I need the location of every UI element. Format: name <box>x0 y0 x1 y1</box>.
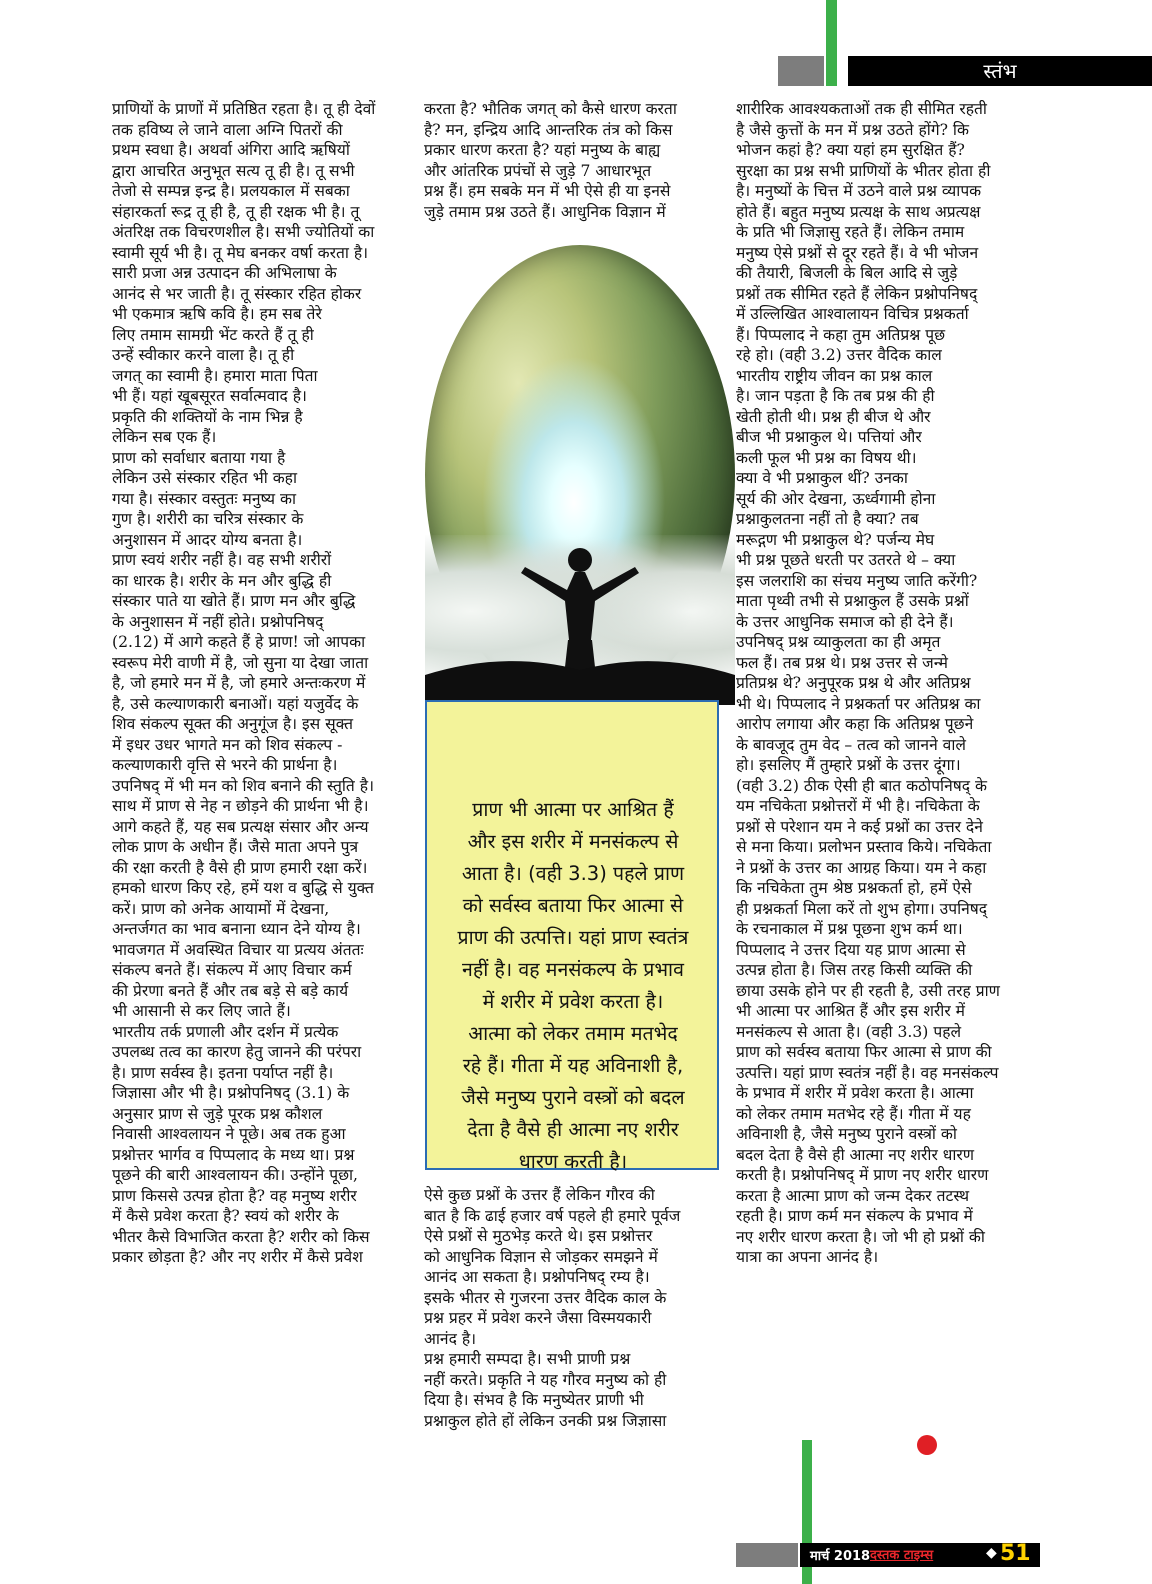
footer-gray-block <box>736 1543 798 1567</box>
magazine-name: दस्तक टाइम्स <box>870 1548 934 1563</box>
page-number: 51 <box>1000 1541 1031 1566</box>
pull-quote-box <box>425 700 719 1173</box>
column-right: शारीरिक आवश्यकताओं तक ही सीमित रहती है जैसे कुत्तों के मन में प्रश्न उठते होंगे? कि भोजन कहां है? क्या यहां हम सुरक्षित हैं? सुरक्षा का प्रश्न सभी प्राणियों के भीतर होता ही है। मनुष्यों के चित्त में उठने वाले प्रश्न व्यापक होते हैं। बहुत मनुष्य प्रत्यक्ष के साथ अप्रत्यक्ष के प्रति भी जिज्ञासु रहते हैं। लेकिन तमाम मनुष्य ऐसे प्रश्नों से दूर रहते हैं। वे भी भोजन की तैयारी, बिजली के बिल आदि से जुड़े प्रश्नों तक सीमित रहते हैं लेकिन प्रश्नोपनिषद् में उल्लिखित आश्वालायन विचित्र प्रश्नकर्ता हैं। पिप्पलाद ने कहा तुम अतिप्रश्न पूछ रहे हो। (वही 3.2) उत्तर वैदिक काल भारतीय राष्ट्रीय जीवन का प्रश्न काल है। जान पड़ता है कि तब प्रश्न की ही खेती होती थी। प्रश्न ही बीज थे और बीज भी प्रश्नाकुल थे। पत्तियां और कली फूल भी प्रश्न का विषय थी। क्या वे भी प्रश्नाकुल थीं? उनका सूर्य की ओर देखना, ऊर्ध्वगामी होना प्रश्नाकुलतना नहीं तो है क्या? तब मरूद्गण भी प्रश्नाकुल थे? पर्जन्य मेघ भी प्रश्न पूछते धरती पर उतरते थे – क्या इस जलराशि का संचय मनुष्य जाति करेंगी? माता पृथ्वी तभी से प्रश्नाकुल हैं उसके प्रश्नों के उत्तर आधुनिक समाज को ही देने हैं। उपनिषद् प्रश्न व्याकुलता का ही अमृत फल हैं। तब प्रश्न थे। प्रश्न उत्तर से जन्मे प्रतिप्रश्न थे? अनुपूरक प्रश्न थे और अतिप्रश्न भी थे। पिप्पलाद ने प्रश्नकर्ता पर अतिप्रश्न का आरोप लगाया और कहा कि अतिप्रश्न पूछने के बावजूद तुम वेद – तत्व को जानने वाले हो। इसलिए मैं तुम्हारे प्रश्नों के उत्तर दूंगा। (वही 3.2) ठीक ऐसी ही बात कठोपनिषद् के यम नचिकेता प्रश्नोत्तरों में भी है। नचिकेता के प्रश्नों से परेशान यम ने कई प्रश्नों का उत्तर देने से मना किया। प्रलोभन प्रस्ताव किये। नचिकेता ने प्रश्नों के उत्तर का आग्रह किया। यम ने कहा कि नचिकेता तुम श्रेष्ठ प्रश्नकर्ता हो, हमें ऐसे ही प्रश्नकर्ता मिला करें तो शुभ होगा। उपनिषद् के रचनाकाल में प्रश्न पूछना शुभ कर्म था। पिप्पलाद ने उत्तर दिया यह प्राण आत्मा से उत्पन्न होता है। जिस तरह किसी व्यक्ति की छाया उसके होने पर ही रहती है, उसी तरह प्राण भी आत्मा पर आश्रित हैं और इस शरीर में मनसंकल्प से आता है। (वही 3.3) पहले प्राण को सर्वस्व बताया फिर आत्मा से प्राण की उत्पत्ति। यहां प्राण स्वतंत्र नहीं है। वह मनसंकल्प के प्रभाव में शरीर में प्रवेश करता है। आत्मा को लेकर तमाम मतभेद रहे हैं। गीता में यह अविनाशी है, जैसे मनुष्य पुराने वस्त्रों को बदल देता है वैसे ही आत्मा नए शरीर धारण करती है। प्रश्नोपनिषद् में प्राण नए शरीर धारण करता है आत्मा प्राण को जन्म देकर तटस्थ रहती है। प्राण कर्म मन संकल्प के प्रभाव में नए शरीर धारण करता है। जो भी हो प्रश्नों की यात्रा का अपना आनंद है। <box>736 100 1000 1266</box>
globe-illustration <box>421 239 741 719</box>
header-green-bar <box>826 0 837 86</box>
article-end-marker <box>917 1435 937 1455</box>
globe-image <box>425 245 735 705</box>
column-left: प्राणियों के प्राणों में प्रतिष्ठित रहता है। तू ही देवों तक हविष्य ले जाने वाला अग्नि पितरों की प्रथम स्वधा है। अथर्वा अंगिरा आदि ऋषियों द्वारा आचरित अनुभूत सत्य तू ही है। तू सभी तेजो से सम्पन्न इन्द्र है। प्रलयकाल में सबका संहारकर्ता रूद्र तू ही है, तू ही रक्षक भी है। तू अंतरिक्ष तक विचरणशील है। सभी ज्योतियों का स्वामी सूर्य भी है। तू मेघ बनकर वर्षा करता है। सारी प्रजा अन्न उत्पादन की अभिलाषा के आनंद से भर जाती है। तू संस्कार रहित होकर भी एकमात्र ऋषि कवि है। हम सब तेरे लिए तमाम सामग्री भेंट करते हैं तू ही उन्हें स्वीकार करने वाला है। तू ही जगत् का स्वामी है। हमारा माता पिता भी हैं। यहां खूबसूरत सर्वात्मवाद है। प्रकृति की शक्तियों के नाम भिन्न है लेकिन सब एक हैं। प्राण को सर्वाधार बताया गया है लेकिन उसे संस्कार रहित भी कहा गया है। संस्कार वस्तुतः मनुष्य का गुण है। शरीरी का चरित्र संस्कार के अनुशासन में आदर योग्य बनता है। प्राण स्वयं शरीर नहीं है। वह सभी शरीरों का धारक है। शरीर के मन और बुद्धि ही संस्कार पाते या खोते हैं। प्राण मन और बुद्धि के अनुशासन में नहीं होते। प्रश्नोपनिषद् (2.12) में आगे कहते हैं हे प्राण! जो आपका स्वरूप मेरी वाणी में है, जो सुना या देखा जाता है, जो हमारे मन में है, जो हमारे अन्तःकरण में है, उसे कल्याणकारी बनाओं। यहां यजुर्वेद के शिव संकल्प सूक्त की अनुगूंज है। इस सूक्त में इधर उधर भागते मन को शिव संकल्प - कल्याणकारी वृत्ति से भरने की प्रार्थना है। उपनिषद् में भी मन को शिव बनाने की स्तुति है। साथ में प्राण से नेह न छोड़ने की प्रार्थना भी है। आगे कहते हैं, यह सब प्रत्यक्ष संसार और अन्य लोक प्राण के अधीन हैं। जैसे माता अपने पुत्र की रक्षा करती है वैसे ही प्राण हमारी रक्षा करें। हमको धारण किए रहे, हमें यश व बुद्धि से युक्त करें। प्राण को अनेक आयामों में देखना, अन्तर्जगत का भाव बनाना ध्यान देने योग्य है। भावजगत में अवस्थित विचार या प्रत्यय अंततः संकल्प बनते हैं। संकल्प में आए विचार कर्म की प्रेरणा बनते हैं और तब बड़े से बड़े कार्य भी आसानी से कर लिए जाते हैं। भारतीय तर्क प्रणाली और दर्शन में प्रत्येक उपलब्ध तत्व का कारण हेतु जानने की परंपरा है। प्राण सर्वस्व है। इतना पर्याप्त नहीं है। जिज्ञासा और भी है। प्रश्नोपनिषद् (3.1) के अनुसार प्राण से जुड़े पूरक प्रश्न कौशल निवासी आश्वलायन ने पूछे। अब तक हुआ प्रश्नोत्तर भार्गव व पिप्पलाद के मध्य था। प्रश्न पूछने की बारी आश्वलायन की। उन्होंने पूछा, प्राण किससे उत्पन्न होता है? वह मनुष्य शरीर में कैसे प्रवेश करता है? स्वयं को शरीर के भीतर कैसे विभाजित करता है? शरीर को किस प्रकार छोड़ता है? और नए शरीर में कैसे प्रवेश <box>112 100 376 1266</box>
pull-quote-text: प्राण भी आत्मा पर आश्रित हैं और इस शरीर में मनसंकल्प से आता है। (वही 3.3) पहले प्राण को सर्वस्व बताया फिर आत्मा से प्राण की उत्पत्ति। यहां प्राण स्वतंत्र नहीं है। वह मनसंकल्प के प्रभाव में शरीर में प्रवेश करता है। आत्मा को लेकर तमाम मतभेद रहे हैं। गीता में यह अविनाशी है, जैसे मनुष्य पुराने वस्त्रों को बदल देता है वैसे ही आत्मा नए शरीर धारण करती है। <box>457 798 689 1173</box>
header-gray-block <box>778 56 824 86</box>
person-silhouette <box>425 245 735 705</box>
column-middle-top: करता है? भौतिक जगत् को कैसे धारण करता है? मन, इन्द्रिय आदि आन्तरिक तंत्र को किस प्रकार धारण करता है? यहां मनुष्य के बाह्य और आंतरिक प्रपंचों से जुड़े 7 आधारभूत प्रश्न हैं। हम सबके मन में भी ऐसे ही या इनसे जुड़े तमाम प्रश्न उठते हैं। आधुनिक विज्ञान में <box>424 100 677 221</box>
section-tag: स्तंभ <box>848 56 1152 86</box>
issue-date: मार्च 2018 <box>810 1549 871 1564</box>
column-middle-bottom: ऐसे कुछ प्रश्नों के उत्तर हैं लेकिन गौरव की बात है कि ढाई हजार वर्ष पहले ही हमारे पूर्वज ऐसे प्रश्नों से मुठभेड़ करते थे। इस प्रश्नोत्तर को आधुनिक विज्ञान से जोड़कर समझने में आनंद आ सकता है। प्रश्नोपनिषद् रम्य है। इसके भीतर से गुजरना उत्तर वैदिक काल के प्रश्न प्रहर में प्रवेश करने जैसा विस्मयकारी आनंद है। प्रश्न हमारी सम्पदा है। सभी प्राणी प्रश्न नहीं करते। प्रकृति ने यह गौरव मनुष्य को ही दिया है। संभव है कि मनुष्येतर प्राणी भी प्रश्नाकुल होते हों लेकिन उनकी प्रश्न जिज्ञासा <box>424 1186 681 1430</box>
footer-bar <box>800 1543 1040 1567</box>
footer-separator: ◆ <box>986 1545 997 1561</box>
